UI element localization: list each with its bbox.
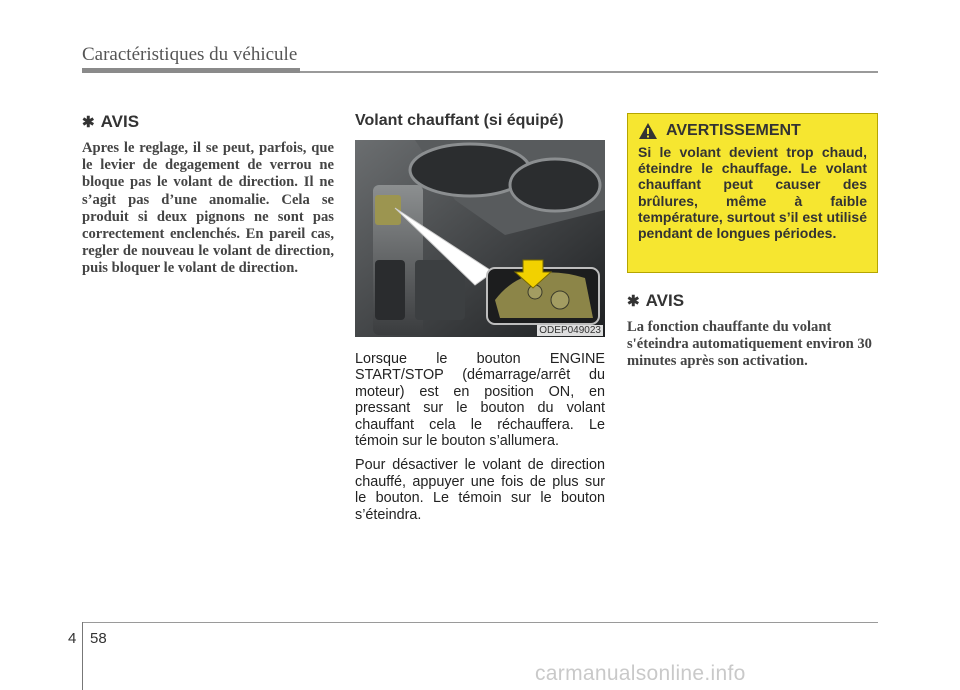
page-number: 58	[90, 630, 107, 647]
watermark: carmanualsonline.info	[535, 662, 746, 685]
page-divider	[82, 622, 83, 690]
avis-heading-2-text: AVIS	[645, 291, 685, 310]
warning-heading-text: AVERTISSEMENT	[666, 122, 801, 139]
middle-column	[355, 112, 605, 523]
warning-box	[627, 113, 878, 273]
photo-caption: ODEP049023	[539, 325, 601, 336]
chapter-number: 4	[68, 630, 77, 647]
avis-heading	[82, 112, 334, 132]
avis-heading-2	[627, 291, 878, 311]
star-icon: ✱	[82, 114, 95, 131]
body-paragraph-1: Lorsque le bouton ENGINE START/STOP (démarrage/arrêt du moteur) est en position ON, en pressant sur le bouton du volant chauffant cela le réchauffera. Le témoin sur le bouton s’allumera.	[355, 351, 605, 450]
section-heading: Volant chauffant (si équipé)	[355, 112, 564, 129]
header-tab	[82, 68, 300, 73]
body-paragraph-2: Pour désactiver le volant de direction chauffé, appuyer une fois de plus sur le bouton. Le témoin sur le bouton s’éteindra.	[355, 457, 605, 523]
header-rule	[300, 71, 878, 73]
right-column	[627, 113, 878, 371]
warning-heading	[638, 122, 867, 140]
star-icon: ✱	[627, 293, 640, 310]
warning-text: Si le volant devient trop chaud, éteindre le chauffage. Le volant chauffant peut causer des brûlures, même à faible température, surtout s’il est utilisé pendant de longues périodes.	[638, 144, 867, 242]
avis-heading-text: AVIS	[100, 112, 140, 131]
avis-text-2: La fonction chauffante du volant s'éteindra automatiquement environ 30 minutes après son activation.	[627, 319, 872, 370]
footer-rule	[82, 622, 878, 623]
warning-triangle-icon	[638, 122, 658, 140]
console-photo	[355, 140, 605, 337]
header-title: Caractéristiques du véhicule	[82, 44, 298, 65]
left-column	[82, 112, 334, 278]
console-illustration	[355, 140, 605, 337]
avis-text: Apres le reglage, il se peut, parfois, que le levier de degagement de verrou ne bloque pas le volant de direction. Il ne s’agit pas d’une anomalie. Cela se produit si deux pignons ne sont pas correctement enclenchés. En pareil cas, regler de nouveau le volant de direction, puis bloquer le volant de direction.	[82, 140, 334, 277]
